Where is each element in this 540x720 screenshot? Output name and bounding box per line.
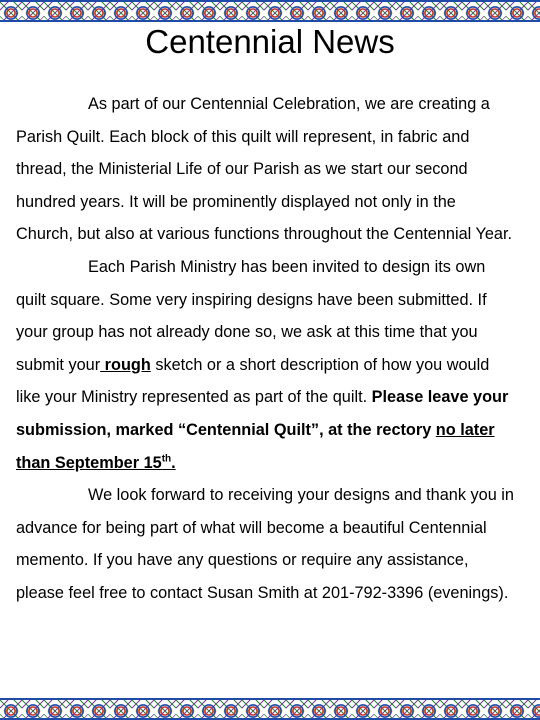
- decorative-border-bottom: [0, 698, 540, 720]
- deadline-period: .: [171, 453, 176, 472]
- deadline-date: no later than September 15: [16, 420, 495, 472]
- paragraph-3: We look forward to receiving your designs and thank you in advance for being part of what will become a beautiful Centennial memento. If you have any questions or require any assistance, please feel free to contact Susan Smith at 201-792-3396 (evenings).: [16, 486, 514, 602]
- decorative-border-top: [0, 0, 540, 22]
- article-body: [16, 88, 516, 610]
- paragraph-2-text-b: sketch or a short description of how you would like your Ministry represented as part of the quilt.: [16, 355, 490, 407]
- submission-instruction: Please leave your submission, marked “Centennial Quilt”, at the rectory: [16, 388, 509, 439]
- emphasis-rough: rough: [100, 355, 151, 374]
- paragraph-2-text-a: Each Parish Ministry has been invited to design its own quilt square. Some very inspiring designs have been submitted. If your group has not already done so, we ask at this time that you submit your: [16, 257, 487, 374]
- deadline-ordinal: th: [161, 453, 172, 465]
- paragraph-2: [16, 251, 516, 479]
- page-title: Centennial News: [145, 23, 395, 60]
- paragraph-1: As part of our Centennial Celebration, we are creating a Parish Quilt. Each block of this quilt will represent, in fabric and thread, the Ministerial Life of our Parish as we start our second hundred years. It will be prominently displayed not only in the Church, but also at various functions throughout the Centennial Year.: [16, 95, 513, 244]
